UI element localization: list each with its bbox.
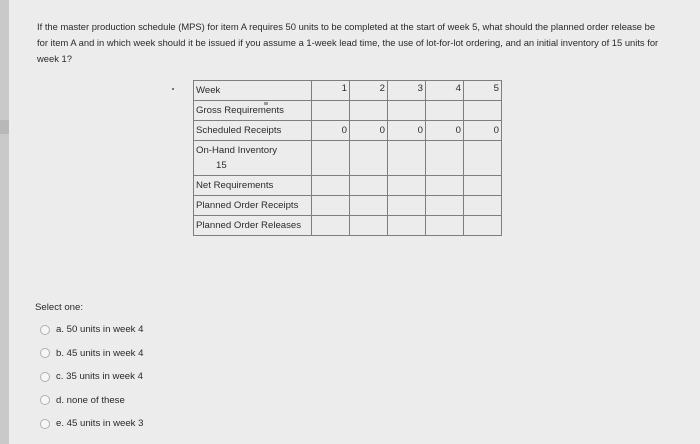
left-sidebar-strip: [0, 0, 9, 444]
gross-cell-4[interactable]: [426, 101, 464, 121]
scheduled-value-3: 0: [388, 121, 426, 141]
scheduled-value-1: 0: [312, 121, 350, 141]
on-hand-inventory-cell: [194, 141, 312, 176]
radio-button[interactable]: [40, 419, 50, 429]
scheduled-value-5: 0: [464, 121, 502, 141]
net-requirements-row: [194, 176, 502, 196]
stray-mark: [172, 88, 174, 90]
radio-button[interactable]: [40, 372, 50, 382]
gross-cell-2[interactable]: [350, 101, 388, 121]
cursor-mark: [264, 102, 268, 105]
gross-cell-1[interactable]: [312, 101, 350, 121]
scheduled-value-2: 0: [350, 121, 388, 141]
radio-button[interactable]: [40, 348, 50, 358]
planned-order-receipts-label: Planned Order Receipts: [194, 196, 312, 216]
releases-cell-1[interactable]: [312, 216, 350, 236]
gross-requirements-label: Gross Requirements: [194, 101, 312, 121]
receipts-cell-2[interactable]: [350, 196, 388, 216]
option-label: d. none of these: [56, 394, 125, 406]
gross-cell-3[interactable]: [388, 101, 426, 121]
option-label: e. 45 units in week 3: [56, 418, 144, 430]
scheduled-value-4: 0: [426, 121, 464, 141]
net-cell-2[interactable]: [350, 176, 388, 196]
releases-cell-4[interactable]: [426, 216, 464, 236]
scheduled-receipts-row: [194, 121, 502, 141]
net-cell-4[interactable]: [426, 176, 464, 196]
option-a[interactable]: [40, 318, 143, 342]
sidebar-marker: [0, 120, 9, 134]
option-e[interactable]: [40, 412, 143, 436]
mps-table: [193, 80, 502, 236]
week-number-5: 5: [464, 81, 502, 101]
planned-order-releases-row: [194, 216, 502, 236]
week-header: Week: [194, 81, 312, 101]
onhand-cell-4[interactable]: [426, 141, 464, 176]
option-d[interactable]: [40, 389, 143, 413]
net-cell-1[interactable]: [312, 176, 350, 196]
select-one-label: Select one:: [35, 302, 84, 313]
option-label: c. 35 units in week 4: [56, 371, 143, 383]
initial-inventory-value: 15: [216, 160, 227, 171]
onhand-cell-5[interactable]: [464, 141, 502, 176]
planned-order-receipts-row: [194, 196, 502, 216]
releases-cell-3[interactable]: [388, 216, 426, 236]
on-hand-inventory-row: [194, 141, 502, 176]
week-row: [194, 81, 502, 101]
radio-button[interactable]: [40, 325, 50, 335]
onhand-cell-2[interactable]: [350, 141, 388, 176]
onhand-cell-3[interactable]: [388, 141, 426, 176]
option-c[interactable]: [40, 365, 143, 389]
answer-options: [40, 318, 143, 436]
planned-order-releases-label: Planned Order Releases: [194, 216, 312, 236]
option-label: a. 50 units in week 4: [56, 324, 144, 336]
receipts-cell-4[interactable]: [426, 196, 464, 216]
scheduled-receipts-label: Scheduled Receipts: [194, 121, 312, 141]
option-label: b. 45 units in week 4: [56, 347, 144, 359]
gross-requirements-row: [194, 101, 502, 121]
gross-cell-5[interactable]: [464, 101, 502, 121]
receipts-cell-5[interactable]: [464, 196, 502, 216]
releases-cell-2[interactable]: [350, 216, 388, 236]
week-number-4: 4: [426, 81, 464, 101]
onhand-cell-1[interactable]: [312, 141, 350, 176]
net-requirements-label: Net Requirements: [194, 176, 312, 196]
option-b[interactable]: [40, 342, 143, 366]
net-cell-5[interactable]: [464, 176, 502, 196]
on-hand-inventory-label: On-Hand Inventory: [196, 145, 278, 156]
week-number-2: 2: [350, 81, 388, 101]
week-number-1: 1: [312, 81, 350, 101]
releases-cell-5[interactable]: [464, 216, 502, 236]
receipts-cell-3[interactable]: [388, 196, 426, 216]
question-text: If the master production schedule (MPS) for item A requires 50 units to be completed at the start of week 5, what should the planned order release be for item A and in which week should it be issued if you assume a 1-week lead time, the use of lot-for-lot ordering, and an initial inventory of 15 units for week 1?: [37, 21, 659, 64]
net-cell-3[interactable]: [388, 176, 426, 196]
week-number-3: 3: [388, 81, 426, 101]
receipts-cell-1[interactable]: [312, 196, 350, 216]
radio-button[interactable]: [40, 395, 50, 405]
